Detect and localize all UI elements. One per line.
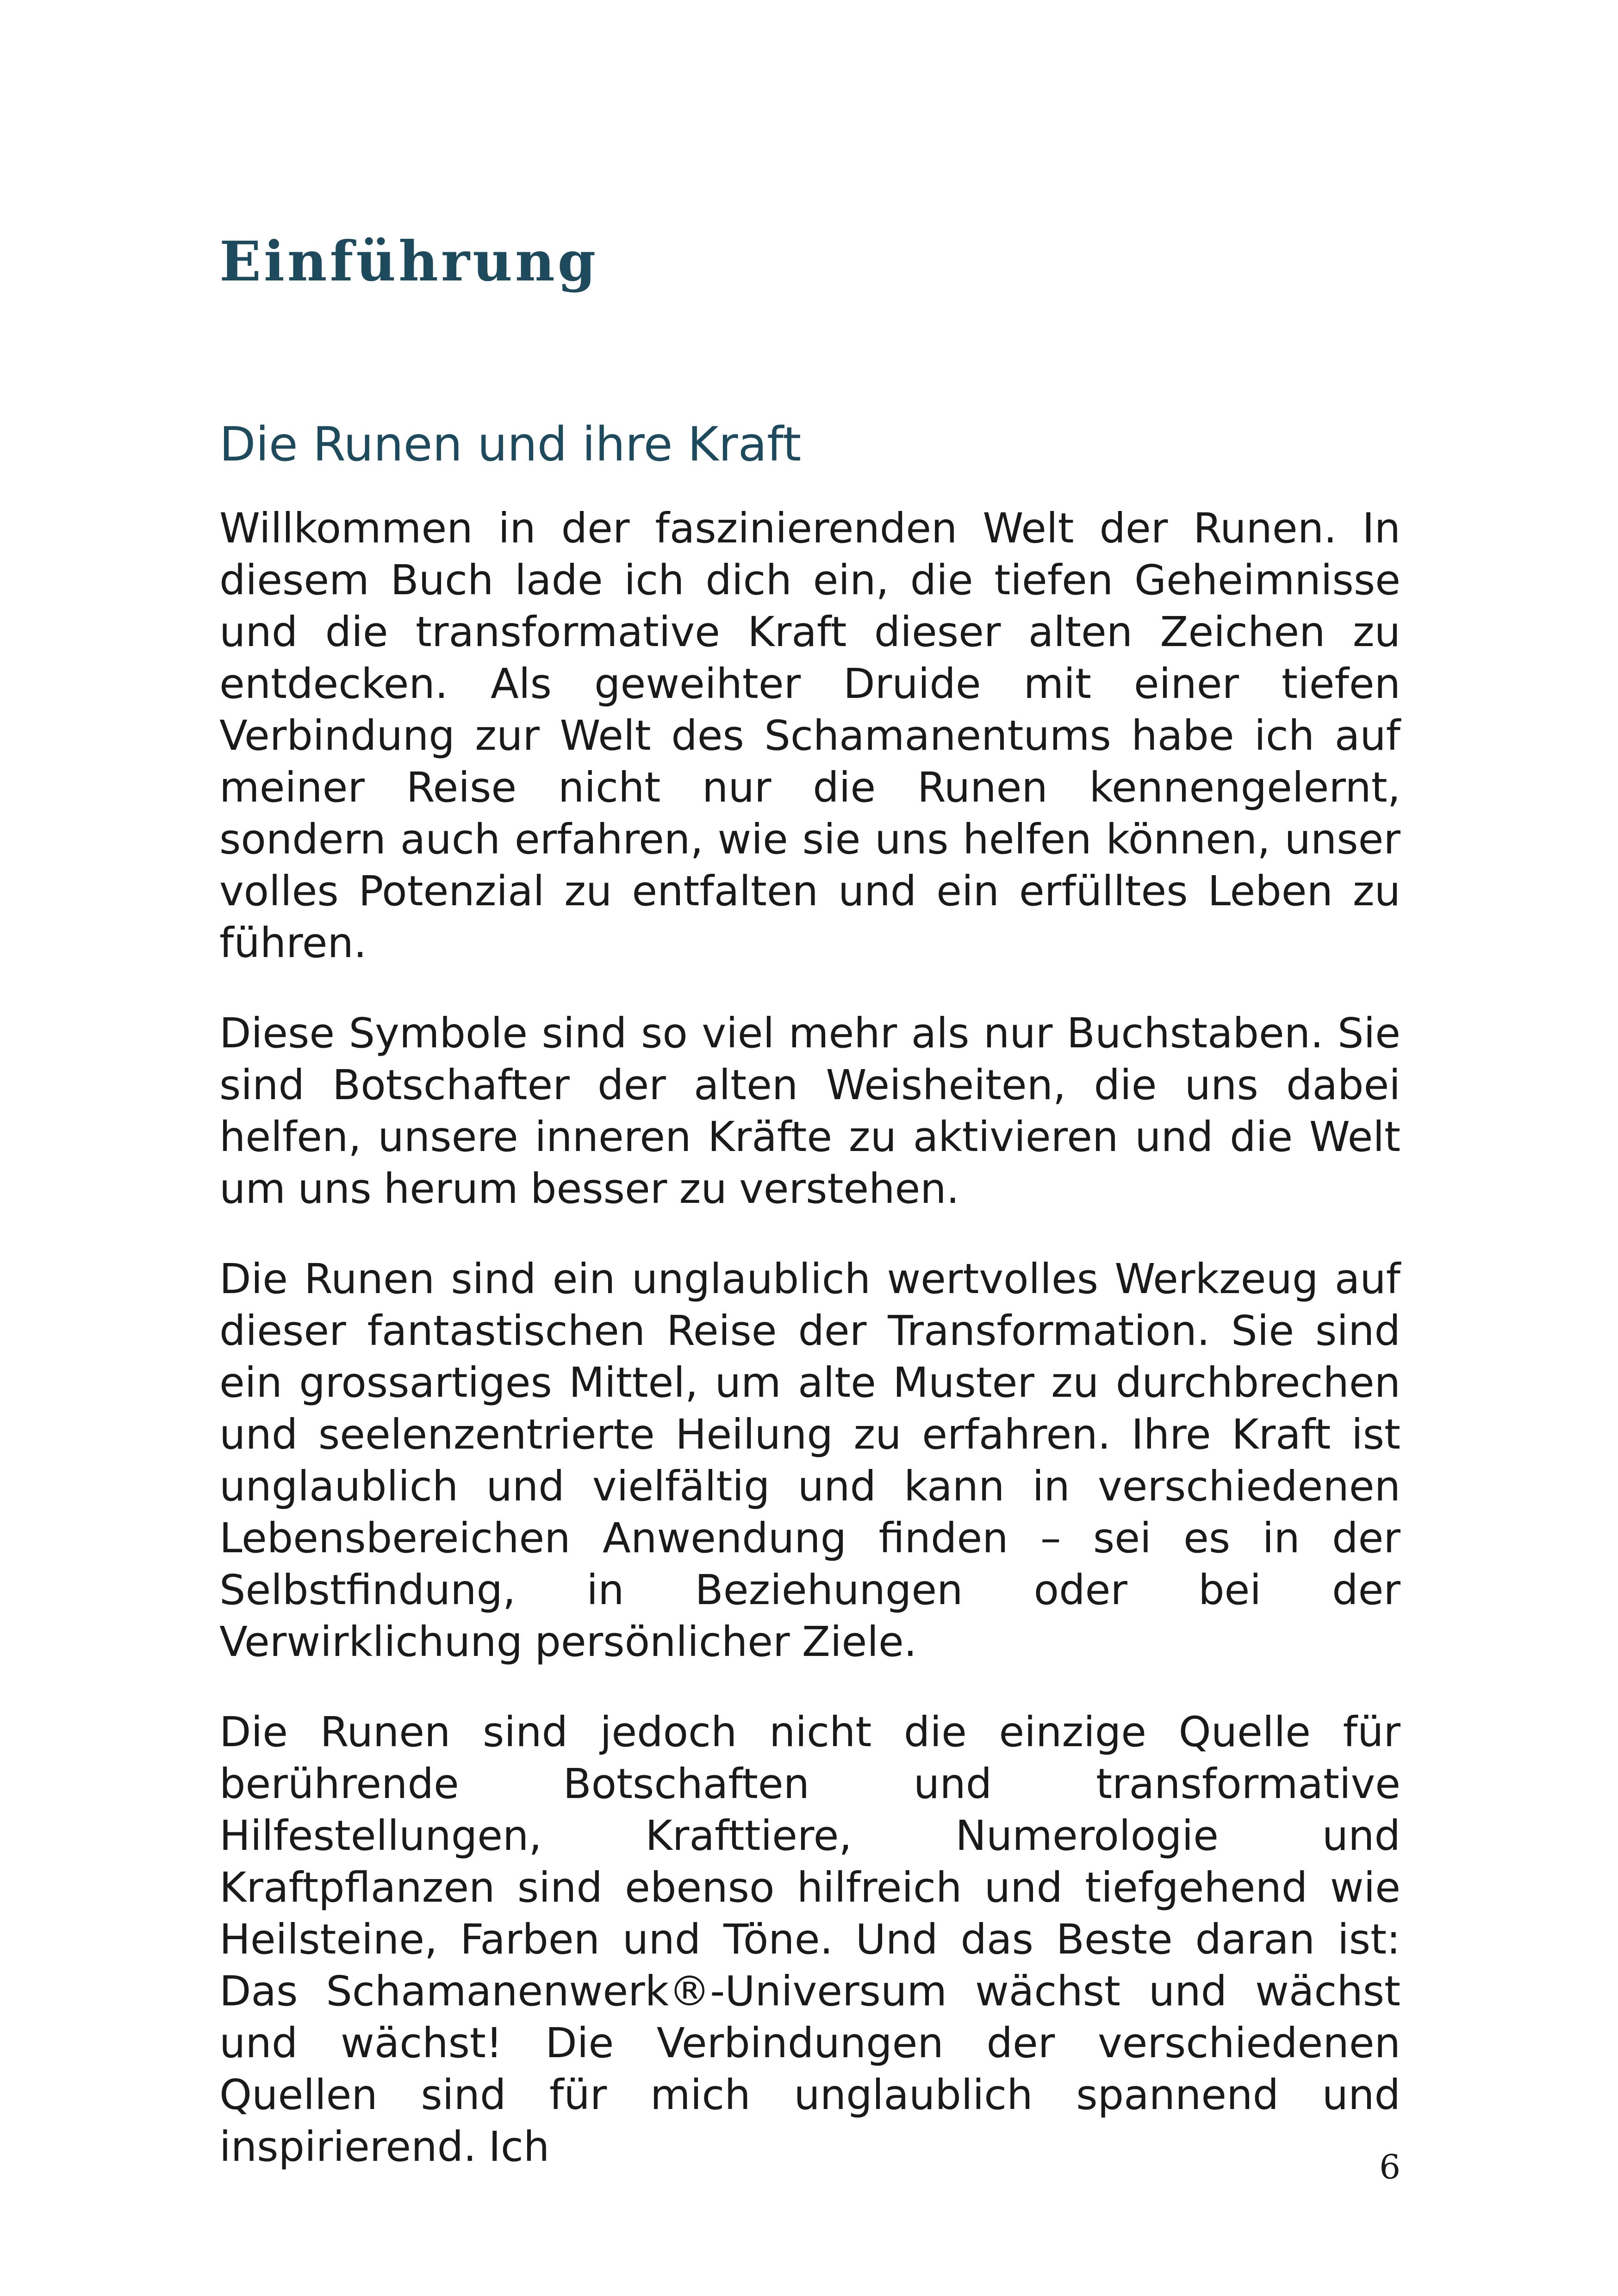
chapter-title: Einführung bbox=[219, 229, 599, 293]
paragraph-2: Diese Symbole sind so viel mehr als nur Buchstaben. Sie sind Botschafter der alten Weisheiten, die uns dabei helfen, unsere inneren Kräfte zu aktivieren und die Welt um uns herum besser zu verstehen. bbox=[219, 1009, 1400, 1213]
section-heading: Die Runen und ihre Kraft bbox=[219, 417, 802, 472]
paragraph-1: Willkommen in der faszinierenden Welt der Runen. In diesem Buch lade ich dich ein, die tiefen Geheimnisse und die transformative Kraft dieser alten Zeichen zu entdecken. Als geweihter Druide mit einer tiefen Verbindung zur Welt des Schamanentums habe ich auf meiner Reise nicht nur die Runen kennengelernt, sondern auch erfahren, wie sie uns helfen können, unser volles Potenzial zu entfalten und ein erfülltes Leben zu führen. bbox=[219, 504, 1400, 967]
body-text bbox=[219, 502, 1400, 2211]
paragraph-3: Die Runen sind ein unglaublich wertvolles Werkzeug auf dieser fantastischen Reise der Transformation. Sie sind ein grossartiges Mittel, um alte Muster zu durchbrechen und seelenzentrierte Heilung zu erfahren. Ihre Kraft ist unglaublich und vielfältig und kann in verschiedenen Lebensbereichen Anwendung finden – sei es in der Selbstfindung, in Beziehungen oder bei der Verwirklichung persönlicher Ziele. bbox=[219, 1255, 1400, 1666]
page-number: 6 bbox=[1379, 2147, 1400, 2186]
paragraph-4: Die Runen sind jedoch nicht die einzige Quelle für berührende Botschaften und transformative Hilfestellungen, Krafttiere, Numerologie und Kraftpflanzen sind ebenso hilfreich und tiefgehend wie Heilsteine, Farben und Töne. Und das Beste daran ist: Das Schamanenwerk®-Universum wächst und wächst und wächst! Die Verbindungen der verschiedenen Quellen sind für mich unglaublich spannend und inspirierend. Ich bbox=[219, 1708, 1400, 2171]
